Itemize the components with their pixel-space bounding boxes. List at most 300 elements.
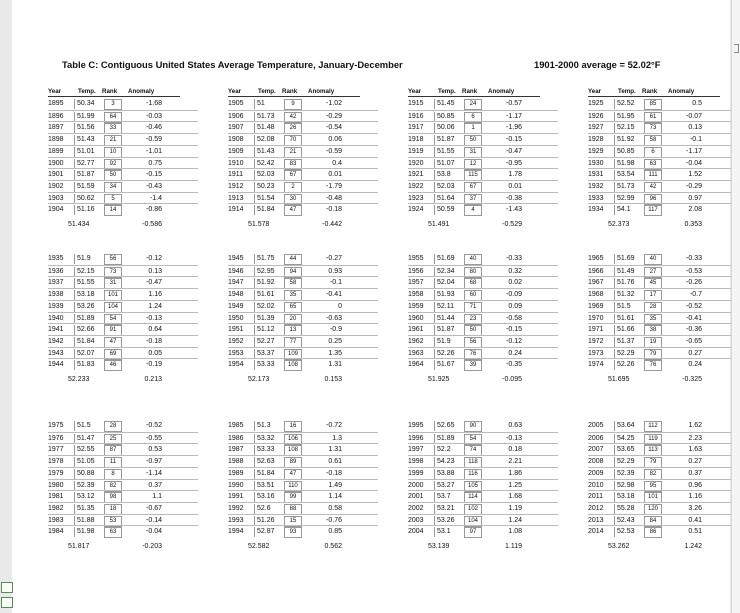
anomaly-cell: -0.48 — [326, 194, 342, 202]
year-cell: 1901 — [48, 171, 64, 179]
table-row — [588, 98, 738, 110]
temp-cell: 51.5 — [614, 302, 643, 312]
year-cell: 1983 — [48, 516, 64, 524]
temp-cell: 51.73 — [614, 182, 643, 192]
anomaly-cell: -0.53 — [686, 267, 702, 275]
anomaly-cell: -1.43 — [506, 206, 522, 214]
anomaly-cell: -0.04 — [686, 159, 702, 167]
decade-mean-anomaly: 1.242 — [684, 543, 702, 550]
rank-cell: 79 — [644, 349, 662, 360]
rank-cell: 92 — [104, 159, 122, 170]
anomaly-cell: -0.27 — [326, 255, 342, 262]
year-cell: 1990 — [228, 481, 244, 489]
anomaly-cell: -0.29 — [686, 182, 702, 190]
year-cell: 1961 — [408, 326, 424, 334]
temp-cell: 52.39 — [614, 469, 643, 479]
anomaly-cell: -1.17 — [506, 112, 522, 120]
temp-cell: 52.42 — [254, 159, 283, 169]
rank-cell: 11 — [104, 457, 122, 468]
temp-cell: 50.06 — [434, 123, 463, 133]
year-cell: 1968 — [588, 291, 604, 299]
anomaly-cell: 0 — [338, 302, 342, 310]
temp-cell: 51.35 — [74, 504, 103, 514]
anomaly-cell: 1.1 — [152, 493, 162, 501]
rank-cell: 113 — [644, 445, 662, 456]
temp-cell: 51.5 — [74, 421, 103, 431]
rank-cell: 70 — [284, 135, 302, 146]
temp-cell: 52.26 — [614, 360, 643, 370]
anomaly-cell: -0.76 — [326, 516, 342, 524]
anomaly-cell: 0.27 — [688, 349, 702, 357]
anomaly-cell: 0.53 — [148, 446, 162, 454]
year-cell: 1982 — [48, 504, 64, 512]
rank-cell: 26 — [284, 123, 302, 134]
rank-cell: 47 — [284, 205, 302, 216]
temp-cell: 52.27 — [254, 337, 283, 347]
rank-cell: 105 — [464, 481, 482, 492]
rank-cell: 69 — [104, 349, 122, 360]
temp-cell: 50.85 — [434, 112, 463, 122]
year-cell: 1978 — [48, 458, 64, 466]
rank-cell: 56 — [104, 254, 122, 265]
temp-cell: 52.87 — [254, 527, 283, 537]
scrollbar[interactable] — [731, 0, 740, 613]
anomaly-cell: 0.13 — [148, 267, 162, 275]
temp-cell: 51.56 — [74, 123, 103, 133]
temp-cell: 52.99 — [614, 194, 643, 204]
table-row — [408, 253, 558, 265]
anomaly-cell: -0.86 — [146, 206, 162, 214]
year-cell: 1989 — [228, 469, 244, 477]
table-row — [48, 358, 198, 371]
anomaly-cell: -0.18 — [146, 337, 162, 345]
year-cell: 1911 — [228, 171, 244, 179]
temp-cell: 53.64 — [614, 421, 643, 431]
decade-mean-anomaly: -0.095 — [502, 376, 522, 383]
temp-cell: 51.64 — [434, 194, 463, 204]
anomaly-cell: -0.41 — [686, 314, 702, 322]
anomaly-cell: 0.01 — [508, 182, 522, 190]
year-cell: 1986 — [228, 434, 244, 442]
decade-mean-anomaly: 1.119 — [505, 543, 522, 550]
rank-cell: 83 — [284, 159, 302, 170]
anomaly-cell: -0.18 — [326, 469, 342, 477]
temp-cell: 52.29 — [614, 457, 643, 467]
temp-cell: 53.33 — [254, 360, 283, 370]
rank-cell: 37 — [464, 194, 482, 205]
decade-mean: 52.582 — [248, 543, 270, 550]
year-cell: 1945 — [228, 255, 244, 262]
year-cell: 1950 — [228, 314, 244, 322]
header-rule — [228, 96, 360, 97]
temp-cell: 51.9 — [434, 337, 463, 347]
temp-cell: 51 — [254, 99, 283, 109]
year-cell: 1934 — [588, 206, 604, 214]
year-cell: 1899 — [48, 147, 64, 155]
rank-cell: 44 — [284, 254, 302, 265]
year-cell: 1969 — [588, 302, 604, 310]
year-cell: 1999 — [408, 469, 424, 477]
decade-mean: 51.695 — [608, 376, 630, 383]
temp-cell: 53.18 — [74, 290, 103, 300]
temp-cell: 51.92 — [254, 278, 283, 288]
year-cell: 1917 — [408, 124, 424, 132]
header-anomaly: Anomaly — [128, 88, 155, 95]
rank-cell: 93 — [284, 527, 302, 538]
anomaly-cell: 1.19 — [508, 504, 522, 512]
temp-cell: 52.03 — [254, 170, 283, 180]
rank-cell: 95 — [644, 481, 662, 492]
rank-cell: 21 — [104, 135, 122, 146]
anomaly-cell: -0.41 — [326, 291, 342, 299]
table-section — [588, 420, 738, 560]
rank-cell: 6 — [644, 147, 662, 158]
decade-mean: 53.262 — [608, 543, 630, 550]
year-cell: 1905 — [228, 100, 244, 107]
anomaly-cell: -0.33 — [506, 255, 522, 262]
header-rule — [408, 96, 540, 97]
year-cell: 1916 — [408, 112, 424, 120]
rank-cell: 61 — [644, 112, 662, 123]
rank-cell: 30 — [284, 194, 302, 205]
year-cell: 1997 — [408, 446, 424, 454]
anomaly-cell: 1.24 — [508, 516, 522, 524]
rank-cell: 18 — [104, 504, 122, 515]
year-cell: 2008 — [588, 458, 604, 466]
decade-mean: 51.925 — [428, 376, 450, 383]
temp-cell: 51.84 — [254, 469, 283, 479]
anomaly-cell: 3.26 — [688, 504, 702, 512]
year-cell: 1975 — [48, 422, 64, 429]
anomaly-cell: -0.47 — [506, 147, 522, 155]
rank-cell: 9 — [284, 99, 302, 110]
anomaly-cell: 0.27 — [688, 458, 702, 466]
rank-cell: 84 — [644, 516, 662, 527]
rank-cell: 68 — [464, 278, 482, 289]
anomaly-cell: -0.09 — [506, 291, 522, 299]
temp-cell: 52.43 — [614, 516, 643, 526]
anomaly-cell: -0.12 — [146, 255, 162, 262]
anomaly-cell: -0.15 — [146, 171, 162, 179]
year-cell: 1974 — [588, 361, 604, 369]
scroll-marker-icon — [734, 44, 739, 53]
year-cell: 1914 — [228, 206, 244, 214]
side-panel-button-2[interactable] — [1, 597, 13, 608]
anomaly-cell: 2.08 — [688, 206, 702, 214]
temp-cell: 52.08 — [254, 135, 283, 145]
temp-cell: 51.55 — [434, 147, 463, 157]
temp-cell: 51.61 — [614, 314, 643, 324]
document-page — [12, 0, 730, 613]
anomaly-cell: -0.07 — [686, 112, 702, 120]
rank-cell: 64 — [104, 112, 122, 123]
rank-cell: 4 — [464, 205, 482, 216]
rank-cell: 45 — [644, 278, 662, 289]
rank-cell: 1 — [464, 123, 482, 134]
rank-cell: 3 — [104, 99, 122, 110]
year-cell: 2003 — [408, 516, 424, 524]
temp-cell: 51.87 — [74, 170, 103, 180]
rank-cell: 50 — [464, 135, 482, 146]
anomaly-cell: 1.31 — [328, 446, 342, 454]
decade-mean-anomaly: -0.586 — [142, 221, 162, 228]
anomaly-cell: 1.08 — [508, 528, 522, 536]
year-cell: 1973 — [588, 349, 604, 357]
year-cell: 1925 — [588, 100, 604, 107]
anomaly-cell: -0.36 — [686, 326, 702, 334]
header-temp: Temp. — [258, 88, 276, 95]
temp-cell: 51.69 — [614, 254, 643, 264]
rank-cell: 21 — [284, 147, 302, 158]
rank-cell: 58 — [284, 278, 302, 289]
anomaly-cell: -0.46 — [146, 124, 162, 132]
rank-cell: 17 — [644, 290, 662, 301]
year-cell: 1900 — [48, 159, 64, 167]
temp-cell: 52.77 — [74, 159, 103, 169]
year-cell: 1935 — [48, 255, 64, 262]
anomaly-cell: -0.67 — [146, 504, 162, 512]
anomaly-cell: -0.57 — [506, 100, 522, 107]
header-rank: Rank — [462, 88, 478, 95]
header-anomaly: Anomaly — [488, 88, 515, 95]
header-rule — [48, 96, 180, 97]
year-cell: 2007 — [588, 446, 604, 454]
rank-cell: 63 — [644, 159, 662, 170]
anomaly-cell: 0.58 — [328, 504, 342, 512]
rank-cell: 73 — [644, 123, 662, 134]
year-cell: 1907 — [228, 124, 244, 132]
anomaly-cell: 0.41 — [688, 516, 702, 524]
anomaly-cell: -0.13 — [506, 434, 522, 442]
year-cell: 2010 — [588, 481, 604, 489]
temp-cell: 51.54 — [254, 194, 283, 204]
rank-cell: 47 — [284, 469, 302, 480]
header-year: Year — [408, 88, 422, 95]
temp-cell: 51.95 — [614, 112, 643, 122]
year-cell: 1966 — [588, 267, 604, 275]
temp-cell: 51.99 — [74, 112, 103, 122]
header-anomaly: Anomaly — [308, 88, 335, 95]
year-cell: 2014 — [588, 528, 604, 536]
table-row — [408, 98, 558, 110]
temp-cell: 51.05 — [74, 457, 103, 467]
temp-cell: 55.28 — [614, 504, 643, 514]
temp-cell: 51.43 — [254, 147, 283, 157]
temp-cell: 51.26 — [254, 516, 283, 526]
rank-cell: 13 — [284, 325, 302, 336]
decade-mean-anomaly: 0.562 — [324, 543, 342, 550]
year-cell: 1954 — [228, 361, 244, 369]
decade-mean: 51.491 — [428, 221, 450, 228]
temp-cell: 51.44 — [434, 314, 463, 324]
anomaly-cell: -1.14 — [146, 469, 162, 477]
header-rank: Rank — [102, 88, 118, 95]
rank-cell: 60 — [464, 290, 482, 301]
rank-cell: 71 — [464, 302, 482, 313]
year-cell: 1993 — [228, 516, 244, 524]
anomaly-cell: -0.13 — [146, 314, 162, 322]
year-cell: 1964 — [408, 361, 424, 369]
anomaly-cell: -0.55 — [146, 434, 162, 442]
table-row — [48, 420, 198, 432]
year-cell: 1896 — [48, 112, 64, 120]
anomaly-cell: 0.24 — [688, 361, 702, 369]
year-cell: 1953 — [228, 349, 244, 357]
year-cell: 1976 — [48, 434, 64, 442]
anomaly-cell: 1.31 — [328, 361, 342, 369]
rank-cell: 108 — [284, 360, 302, 371]
year-cell: 1944 — [48, 361, 64, 369]
anomaly-cell: -0.65 — [686, 337, 702, 345]
anomaly-cell: 0.96 — [688, 481, 702, 489]
temp-cell: 53.18 — [614, 492, 643, 502]
year-cell: 1898 — [48, 136, 64, 144]
decade-mean: 51.434 — [68, 221, 90, 228]
temp-cell: 51.01 — [74, 147, 103, 157]
anomaly-cell: 0.93 — [328, 267, 342, 275]
rank-cell: 5 — [104, 194, 122, 205]
table-section — [408, 253, 558, 393]
temp-cell: 52.26 — [434, 349, 463, 359]
year-cell: 1897 — [48, 124, 64, 132]
anomaly-cell: -0.15 — [506, 326, 522, 334]
year-cell: 2004 — [408, 528, 424, 536]
table-row — [408, 358, 558, 371]
year-cell: 1948 — [228, 291, 244, 299]
year-cell: 2013 — [588, 516, 604, 524]
temp-cell: 51.07 — [434, 159, 463, 169]
temp-cell: 51.89 — [434, 434, 463, 444]
rank-cell: 63 — [104, 527, 122, 538]
temp-cell: 51.32 — [614, 290, 643, 300]
rank-cell: 58 — [644, 135, 662, 146]
decade-mean: 52.233 — [68, 376, 90, 383]
table-row — [48, 203, 198, 216]
table-section — [228, 420, 378, 560]
anomaly-cell: -0.97 — [146, 458, 162, 466]
anomaly-cell: -0.59 — [326, 147, 342, 155]
rank-cell: 10 — [104, 147, 122, 158]
decade-mean-anomaly: -0.203 — [142, 543, 162, 550]
temp-cell: 52.2 — [434, 445, 463, 455]
temp-cell: 51.37 — [614, 337, 643, 347]
temp-cell: 53.33 — [254, 445, 283, 455]
rank-cell: 87 — [104, 445, 122, 456]
anomaly-cell: -1.68 — [146, 100, 162, 107]
anomaly-cell: -0.03 — [146, 112, 162, 120]
anomaly-cell: 0.32 — [508, 267, 522, 275]
temp-cell: 51.93 — [434, 290, 463, 300]
temp-cell: 53.51 — [254, 481, 283, 491]
year-cell: 1987 — [228, 446, 244, 454]
year-cell: 1926 — [588, 112, 604, 120]
anomaly-cell: -0.12 — [506, 337, 522, 345]
rank-cell: 80 — [464, 267, 482, 278]
rank-cell: 111 — [644, 170, 662, 181]
year-cell: 1913 — [228, 194, 244, 202]
table-section — [588, 82, 738, 228]
anomaly-cell: -1.01 — [146, 147, 162, 155]
year-cell: 1904 — [48, 206, 64, 214]
year-cell: 1909 — [228, 147, 244, 155]
year-cell: 1895 — [48, 100, 64, 107]
year-cell: 1979 — [48, 469, 64, 477]
temp-cell: 51.73 — [254, 112, 283, 122]
temp-cell: 52.65 — [434, 421, 463, 431]
rank-cell: 94 — [284, 267, 302, 278]
rank-cell: 96 — [644, 194, 662, 205]
anomaly-cell: 0.97 — [688, 194, 702, 202]
temp-cell: 51.49 — [614, 267, 643, 277]
temp-cell: 53.26 — [434, 516, 463, 526]
temp-cell: 53.21 — [434, 504, 463, 514]
anomaly-cell: 1.78 — [508, 171, 522, 179]
rank-cell: 102 — [464, 504, 482, 515]
temp-cell: 51.16 — [74, 205, 103, 215]
rank-cell: 67 — [284, 170, 302, 181]
year-cell: 1908 — [228, 136, 244, 144]
temp-cell: 51.76 — [614, 278, 643, 288]
temp-cell: 50.59 — [434, 205, 463, 215]
anomaly-cell: 0.85 — [328, 528, 342, 536]
year-cell: 2000 — [408, 481, 424, 489]
anomaly-cell: 0.24 — [508, 349, 522, 357]
year-cell: 1943 — [48, 349, 64, 357]
header-year: Year — [588, 88, 602, 95]
anomaly-cell: 1.52 — [688, 171, 702, 179]
rank-cell: 38 — [644, 325, 662, 336]
year-cell: 1924 — [408, 206, 424, 214]
year-cell: 2002 — [408, 504, 424, 512]
anomaly-cell: 0.5 — [692, 100, 702, 107]
year-cell: 1918 — [408, 136, 424, 144]
rank-cell: 74 — [464, 445, 482, 456]
temp-cell: 53.32 — [254, 434, 283, 444]
temp-cell: 53.12 — [74, 492, 103, 502]
rank-cell: 33 — [104, 123, 122, 134]
year-cell: 1970 — [588, 314, 604, 322]
decade-mean: 51.817 — [68, 543, 90, 550]
temp-cell: 52.95 — [254, 267, 283, 277]
year-cell: 2012 — [588, 504, 604, 512]
temp-cell: 51.89 — [74, 314, 103, 324]
side-panel-button[interactable] — [1, 582, 13, 593]
average-note: 1901-2000 average = 52.02°F — [534, 59, 661, 70]
rank-cell: 85 — [644, 99, 662, 110]
table-row — [48, 253, 198, 265]
table-row — [228, 420, 378, 432]
temp-cell: 51.9 — [74, 254, 103, 264]
table-row — [588, 358, 738, 371]
rank-cell: 24 — [464, 99, 482, 110]
rank-cell: 34 — [104, 182, 122, 193]
rank-cell: 20 — [284, 314, 302, 325]
rank-cell: 101 — [104, 290, 122, 301]
decade-mean-anomaly: -0.442 — [322, 221, 342, 228]
anomaly-cell: 0.25 — [328, 337, 342, 345]
year-cell: 1940 — [48, 314, 64, 322]
year-cell: 1929 — [588, 147, 604, 155]
decade-mean-anomaly: 0.353 — [684, 221, 702, 228]
table-section — [408, 420, 558, 560]
year-cell: 1946 — [228, 267, 244, 275]
table-section — [48, 253, 198, 393]
temp-cell: 52.63 — [254, 457, 283, 467]
year-cell: 1903 — [48, 194, 64, 202]
year-cell: 1910 — [228, 159, 244, 167]
table-row — [228, 358, 378, 371]
rank-cell: 54 — [464, 434, 482, 445]
